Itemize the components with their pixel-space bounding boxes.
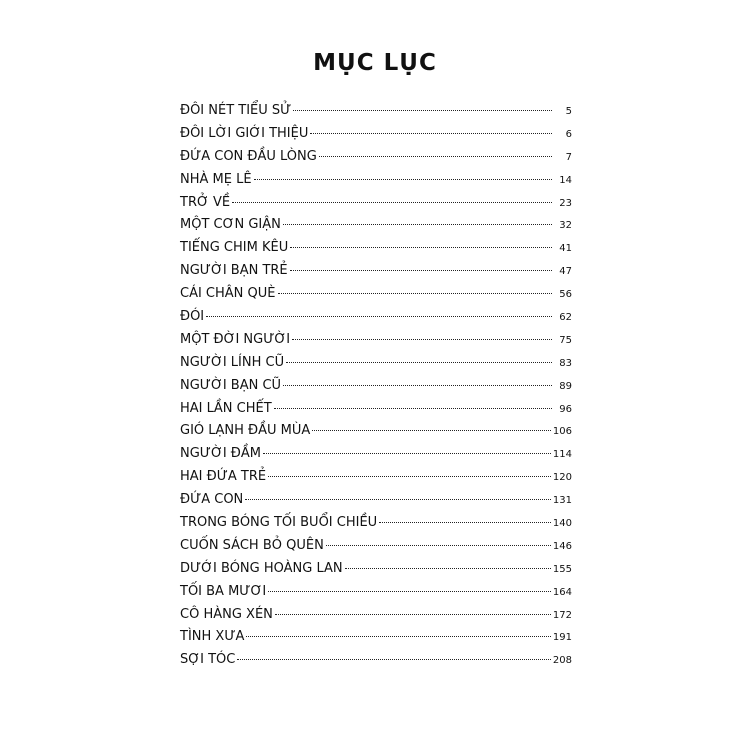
toc-entry-page-number: 114 xyxy=(552,449,572,461)
toc-entry-title: TRONG BÓNG TỐI BUỔI CHIỀU xyxy=(180,515,378,531)
toc-entry-page-number: 62 xyxy=(559,312,572,324)
toc-entry-page-number: 208 xyxy=(552,655,572,667)
toc-entry xyxy=(180,420,572,443)
toc-entry xyxy=(180,260,572,283)
toc-entry-title: CÁI CHÂN QUÈ xyxy=(180,286,276,302)
toc-entry-title: ĐỨA CON ĐẦU LÒNG xyxy=(180,148,317,164)
dot-leader xyxy=(290,247,552,248)
dot-leader xyxy=(237,659,551,660)
dot-leader xyxy=(263,453,551,454)
dot-leader xyxy=(275,614,551,615)
dot-leader xyxy=(310,133,552,134)
toc-entry xyxy=(180,123,572,146)
toc-entry-page-number: 191 xyxy=(552,632,572,644)
toc-entry-title: TÌNH XƯA xyxy=(180,629,245,645)
toc-entry xyxy=(180,146,572,169)
toc-entry-title: MỘT CƠN GIẬN xyxy=(180,217,281,233)
toc-entry xyxy=(180,512,572,535)
toc-entry-title: NGƯỜI BẠN TRẺ xyxy=(180,263,288,279)
dot-leader xyxy=(246,636,551,637)
toc-entry-page-number: 41 xyxy=(559,243,572,255)
toc-entry xyxy=(180,604,572,627)
dot-leader xyxy=(290,270,552,271)
toc-entry-title: NHÀ MẸ LÊ xyxy=(180,171,252,187)
toc-entry-title: NGƯỜI LÍNH CŨ xyxy=(180,354,285,370)
toc-entry-title: CUỐN SÁCH BỎ QUÊN xyxy=(180,537,324,553)
toc-entry-title: MỘT ĐỜI NGƯỜI xyxy=(180,331,291,347)
toc-entry-page-number: 6 xyxy=(565,128,572,140)
dot-leader xyxy=(274,408,552,409)
toc-entry-title: GIÓ LẠNH ĐẦU MÙA xyxy=(180,423,311,439)
toc-entry xyxy=(180,352,572,375)
toc-entry xyxy=(180,535,572,558)
dot-leader xyxy=(326,545,551,546)
toc-entry-title: TIẾNG CHIM KÊU xyxy=(180,240,289,256)
toc-entry xyxy=(180,329,572,352)
dot-leader xyxy=(319,156,552,157)
toc-entry xyxy=(180,214,572,237)
toc-entry-page-number: 47 xyxy=(559,266,572,278)
toc-entry-page-number: 32 xyxy=(559,220,572,232)
dot-leader xyxy=(345,568,551,569)
toc-entry-title: NGƯỜI ĐẦM xyxy=(180,446,261,462)
page-title: MỤC LỤC xyxy=(313,50,437,76)
toc-entry-page-number: 7 xyxy=(565,151,572,163)
toc-entry-title: ĐÓI xyxy=(180,309,205,325)
toc-entry-page-number: 83 xyxy=(559,357,572,369)
toc-entry-page-number: 5 xyxy=(565,106,572,117)
toc-entry xyxy=(180,306,572,329)
toc-entry xyxy=(180,626,572,649)
toc-entry xyxy=(180,169,572,192)
dot-leader xyxy=(283,224,552,225)
toc-entry-title: TỐI BA MƯƠI xyxy=(180,583,267,599)
toc-entry xyxy=(180,489,572,512)
toc-entry-title: HAI ĐỨA TRẺ xyxy=(180,469,267,485)
toc-entry-page-number: 120 xyxy=(552,472,572,484)
toc-entry-title: ĐÔI LỜI GIỚI THIỆU xyxy=(180,125,309,141)
dot-leader xyxy=(232,202,552,203)
toc-entry xyxy=(180,649,572,672)
dot-leader xyxy=(283,385,552,386)
dot-leader xyxy=(268,591,551,592)
toc-entry xyxy=(180,466,572,489)
toc-entry xyxy=(180,581,572,604)
toc-entry xyxy=(180,192,572,215)
toc-entry-title: ĐÔI NÉT TIỂU SỬ xyxy=(180,103,292,118)
toc-entry-title: HAI LẦN CHẾT xyxy=(180,400,272,416)
dot-leader xyxy=(254,179,552,180)
toc-entry xyxy=(180,375,572,398)
toc-entry-page-number: 140 xyxy=(552,518,572,530)
toc-entry-page-number: 75 xyxy=(559,334,572,346)
toc-entry xyxy=(180,558,572,581)
toc-entry-page-number: 164 xyxy=(552,586,572,598)
toc-entry-page-number: 131 xyxy=(552,495,572,507)
toc-entry xyxy=(180,283,572,306)
dot-leader xyxy=(292,339,552,340)
toc-entry-page-number: 56 xyxy=(559,289,572,301)
toc-entry-title: TRỞ VỀ xyxy=(180,194,231,210)
toc-entry-page-number: 23 xyxy=(559,197,572,209)
toc-entry-page-number: 106 xyxy=(552,426,572,438)
dot-leader xyxy=(278,293,552,294)
toc-entry-title: CÔ HÀNG XÉN xyxy=(180,606,273,622)
toc-entry-page-number: 172 xyxy=(552,609,572,621)
dot-leader xyxy=(245,499,551,500)
table-of-contents xyxy=(180,100,572,672)
dot-leader xyxy=(206,316,552,317)
dot-leader xyxy=(286,362,552,363)
toc-entry-page-number: 96 xyxy=(559,403,572,415)
toc-entry xyxy=(180,398,572,421)
toc-entry-title: SỢI TÓC xyxy=(180,652,236,668)
toc-entry-page-number: 14 xyxy=(559,174,572,186)
toc-entry xyxy=(180,443,572,466)
dot-leader xyxy=(312,430,551,431)
toc-entry-page-number: 146 xyxy=(552,540,572,552)
dot-leader xyxy=(268,476,551,477)
toc-entry xyxy=(180,237,572,260)
toc-entry-page-number: 89 xyxy=(559,380,572,392)
toc-entry xyxy=(180,100,572,123)
toc-entry-title: ĐỨA CON xyxy=(180,492,244,508)
toc-entry-title: DƯỚI BÓNG HOÀNG LAN xyxy=(180,560,343,576)
toc-entry-title: NGƯỜI BẠN CŨ xyxy=(180,377,282,393)
toc-entry-page-number: 155 xyxy=(552,563,572,575)
dot-leader xyxy=(293,110,552,111)
dot-leader xyxy=(379,522,551,523)
